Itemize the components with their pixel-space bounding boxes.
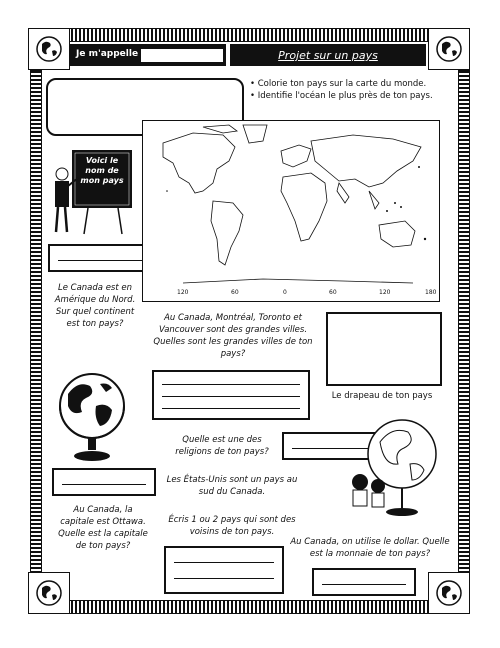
flag-label: Le drapeau de ton pays bbox=[331, 391, 433, 401]
instructions: • Colorie ton pays sur la carte du monde. • Identifie l'océan le plus près de ton pays. bbox=[250, 79, 433, 101]
top-border bbox=[34, 28, 466, 42]
continent-question: Le Canada est en Amérique du Nord. Sur quel continent est ton pays? bbox=[54, 283, 136, 329]
map-tick-label: 120 bbox=[177, 289, 189, 296]
globe-icon bbox=[428, 28, 470, 70]
flag-box[interactable] bbox=[326, 312, 442, 386]
globe-icon bbox=[28, 28, 70, 70]
left-border bbox=[30, 70, 42, 577]
globe-icon bbox=[28, 572, 70, 614]
map-tick-label: 60 bbox=[231, 289, 239, 296]
page-title: Projet sur un pays bbox=[278, 49, 378, 62]
neighbors-answer-box[interactable] bbox=[164, 546, 284, 594]
name-bar bbox=[70, 44, 226, 66]
map-tick-label: 120 bbox=[379, 289, 391, 296]
cities-answer-box[interactable] bbox=[152, 370, 310, 420]
map-tick-label: 0 bbox=[283, 289, 287, 296]
globe-illustration bbox=[52, 366, 132, 466]
neighbors-question: Écris 1 ou 2 pays qui sont des voisins de ton pays. bbox=[168, 515, 296, 537]
map-tick-label: 180 bbox=[425, 289, 437, 296]
globe-icon bbox=[428, 572, 470, 614]
cities-question: Au Canada, Montréal, Toronto et Vancouver sont des grandes villes. Quelles sont les grandes villes de ton pays? bbox=[153, 313, 313, 359]
religion-question: Quelle est une des religions de ton pays? bbox=[175, 435, 269, 457]
religion-answer-left[interactable] bbox=[52, 468, 156, 496]
country-name-field[interactable] bbox=[48, 244, 152, 272]
board-text: Voici le nom de mon pays bbox=[80, 156, 124, 185]
currency-answer-box[interactable] bbox=[312, 568, 416, 596]
capital-question: Au Canada, la capitale est Ottawa. Quelle est la capitale de ton pays? bbox=[58, 505, 148, 551]
name-label: Je m'appelle bbox=[76, 49, 139, 59]
neighbors-intro: Les États-Unis sont un pays au sud du Canada. bbox=[166, 475, 298, 497]
bottom-border bbox=[34, 600, 466, 614]
name-field[interactable] bbox=[140, 48, 224, 63]
world-map bbox=[142, 120, 440, 302]
teacher-illustration bbox=[48, 148, 138, 238]
instruction-item: Identifie l'océan le plus près de ton pays. bbox=[257, 91, 433, 101]
map-tick-label: 60 bbox=[329, 289, 337, 296]
instruction-item: Colorie ton pays sur la carte du monde. bbox=[257, 79, 427, 89]
title-bar bbox=[230, 44, 426, 66]
kids-globe-illustration bbox=[340, 408, 440, 518]
right-border bbox=[458, 70, 470, 577]
map-axis bbox=[143, 289, 439, 299]
currency-question: Au Canada, on utilise le dollar. Quelle est la monnaie de ton pays? bbox=[290, 537, 450, 559]
